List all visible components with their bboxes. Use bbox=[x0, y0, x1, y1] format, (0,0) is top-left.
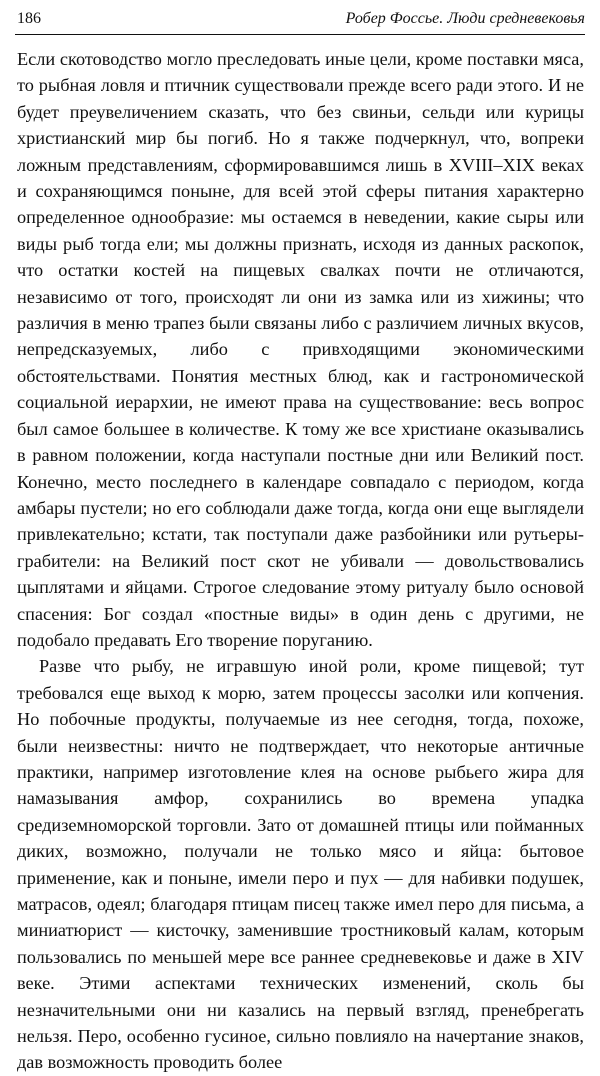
header-rule bbox=[15, 34, 585, 35]
paragraph-2: Разве что рыбу, не игравшую иной роли, кроме пищевой; тут требовался еще выход к морю, затем процессы засолки или копчения. Но побочные продукты, получаемые из нее сегодня, тогда, похоже, были неизвестны: ничто не подтверждает, что некоторые античные практики, например изготовление клея на основе рыбьего жира для намазывания амфор, сохранились во времена упадка средиземноморской торговли. Зато от домашней птицы или пойманных диких, возможно, получали не только мясо и яйца: бытовое применение, как и поныне, имели перо и пух — для набивки подушек, матрасов, одеял; благодаря птицам писец также имел перо для письма, а миниатюрист — кисточку, заменившие тростниковый калам, которым пользовались по меньшей мере все раннее средневековье и даже в XIV веке. Этими аспектами технических изменений, сколь бы незначительными они ни казались на первый взгляд, пренебрегать нельзя. Перо, особенно гусиное, сильно повлияло на начертание знаков, дав возможность проводить более bbox=[17, 656, 584, 1073]
page-number: 186 bbox=[17, 10, 41, 27]
paragraph-1: Если скотоводство могло преследовать иные цели, кроме поставки мяса, то рыбная ловля и птичник существовали прежде всего ради этого. И не будет преувеличением сказать, что без свиньи, сельди или курицы христианский мир бы погиб. Но я также подчеркнул, что, вопреки ложным представлениям, сформировавшимся лишь в XVIII–XIX веках и сохраняющимся поныне, для всей этой сферы питания характерно определенное однообразие: мы остаемся в неведении, какие сыры или виды рыб тогда ели; мы должны признать, исходя из данных раскопок, что остатки костей на пищевых свалках почти не отличаются, независимо от того, происходят ли они из замка или из хижины; что различия в меню трапез были связаны либо с различием личных вкусов, непредсказуемых, либо с привходящими экономическими обстоятельствами. Понятия местных блюд, как и гастрономической социальной иерархии, не имеют права на существование: весь вопрос был самое большее в количестве. К тому же все христиане оказывались в равном положении, когда наступали постные дни или Великий пост. Конечно, место последнего в календаре совпадало с периодом, когда амбары пустели; но его соблюдали даже тогда, когда они еще выглядели привлекательно; кстати, так поступали даже разбойники или рутьеры-грабители: на Великий пост скот не убивали — довольствовались цыплятами и яйцами. Строгое следование этому ритуалу было основой спасения: Бог создал «постные виды» в один день с другими, не подобало предавать Его творение поруганию. bbox=[17, 49, 584, 650]
body-text bbox=[17, 46, 584, 1076]
running-head bbox=[17, 6, 585, 34]
running-title: Робер Фоссье. Люди средневековья bbox=[345, 10, 585, 27]
